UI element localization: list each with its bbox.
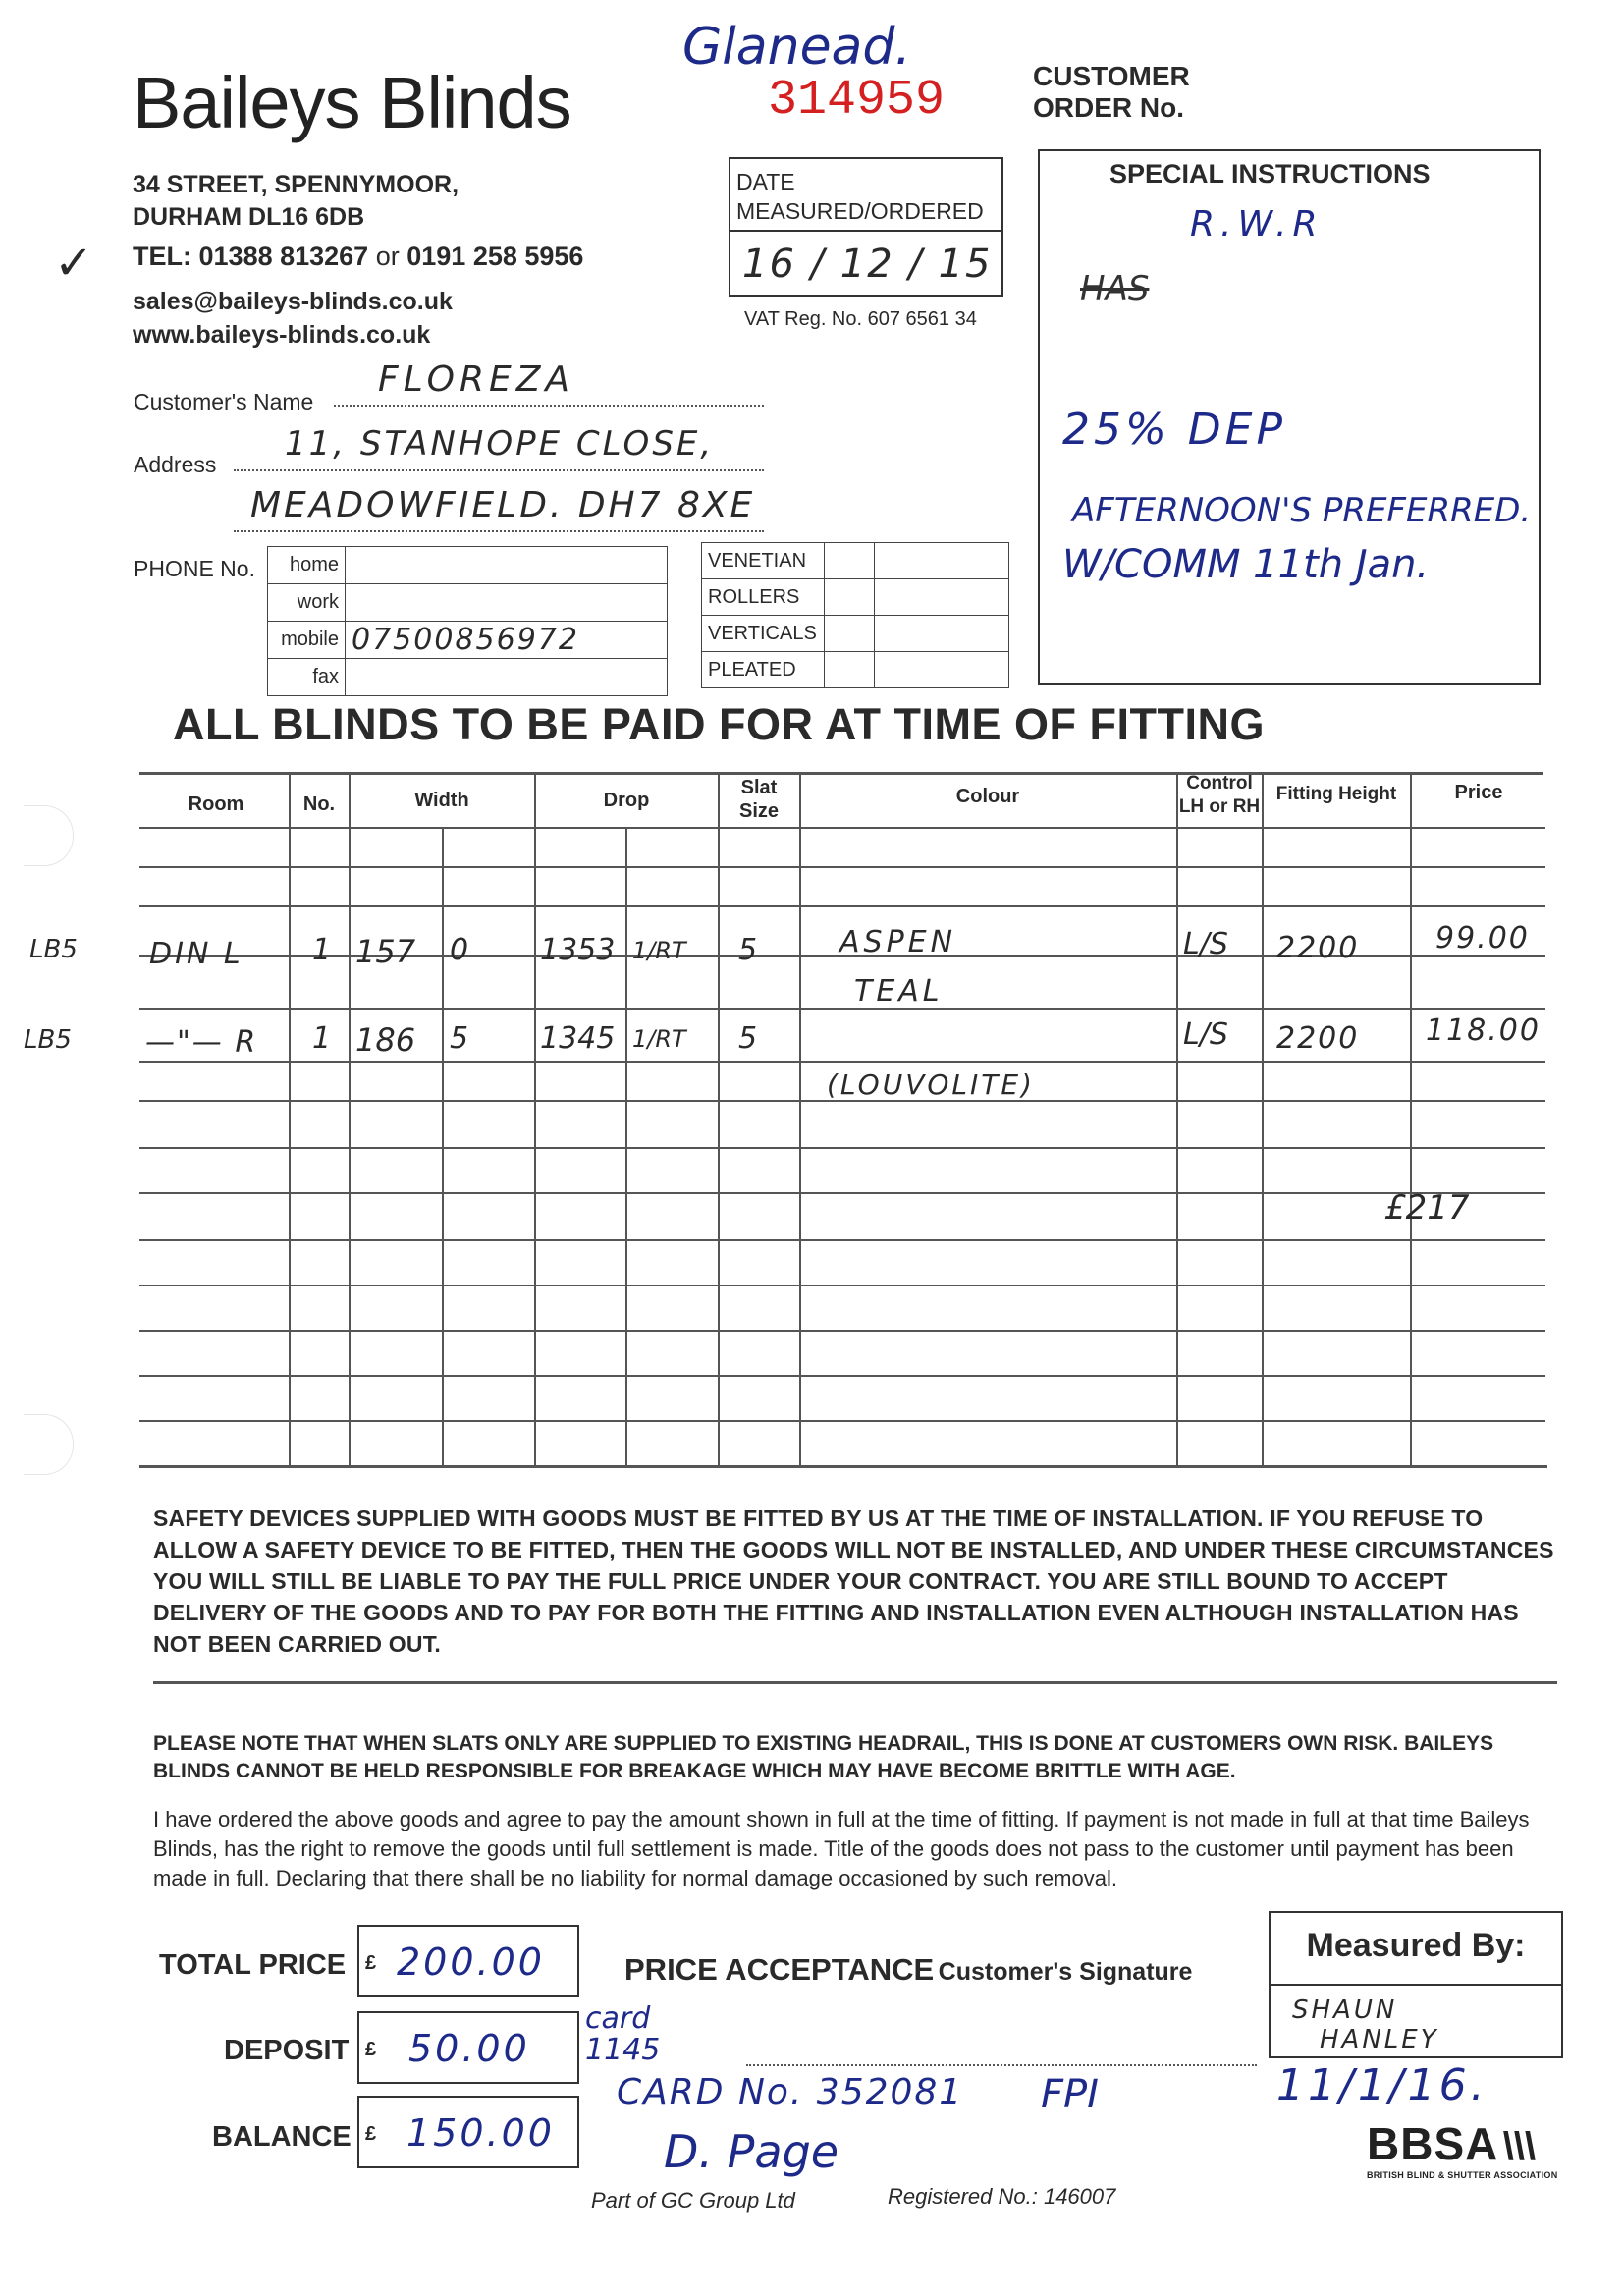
blind-type-pleated-label: PLEATED <box>702 652 825 688</box>
table-total-note: £217 <box>1384 1188 1470 1228</box>
blind-type-venetian-label: VENETIAN <box>702 543 825 579</box>
row-1-width-b[interactable]: 0 <box>450 933 469 967</box>
row-1-slat[interactable]: 5 <box>738 933 758 967</box>
address-line-1: 34 STREET, SPENNYMOOR, <box>133 171 460 198</box>
customer-name-label: Customer's Name <box>134 389 314 414</box>
measured-by-name[interactable] <box>1271 1986 1561 2054</box>
company-address <box>133 169 459 234</box>
total-currency: £ <box>365 1952 377 1974</box>
address-line-1-rule <box>234 469 764 471</box>
deposit-label: DEPOSIT <box>224 2035 350 2066</box>
hw-customer-signature: D. Page <box>664 2125 839 2178</box>
measured-by-name-2: HANLEY <box>1320 2025 1439 2054</box>
vat-number: VAT Reg. No. 607 6561 34 <box>744 308 977 330</box>
row-1-drop-a[interactable]: 1353 <box>540 933 616 967</box>
table-col-rule <box>289 772 291 1465</box>
legal-divider <box>153 1681 1557 1684</box>
balance-value[interactable]: 150.00 <box>406 2111 555 2155</box>
address-value-1[interactable]: 11, STANHOPE CLOSE, <box>285 424 715 464</box>
tel-1: 01388 813267 <box>198 242 369 271</box>
deposit-value[interactable]: 50.00 <box>408 2027 530 2070</box>
special-line-2[interactable]: 25% DEP <box>1062 405 1286 455</box>
price-acceptance-label <box>624 1952 1192 1988</box>
row-1-width-a[interactable]: 157 <box>355 933 416 970</box>
footer-registered: Registered No.: 146007 <box>888 2184 1116 2209</box>
row-1-margin-code: LB5 <box>29 935 78 964</box>
bbsa-logo-subtitle: BRITISH BLIND & SHUTTER ASSOCIATION <box>1367 2170 1558 2180</box>
bbsa-logo-slashes: \\\ <box>1502 2125 1537 2168</box>
customer-order-label-1: CUSTOMER <box>1033 61 1190 91</box>
row-3-price[interactable]: 118.00 <box>1426 1013 1541 1048</box>
row-3-width-b[interactable]: 5 <box>450 1021 469 1056</box>
company-website[interactable]: www.baileys-blinds.co.uk <box>133 321 431 349</box>
row-3-room[interactable]: —"— R <box>145 1025 258 1060</box>
tel-2: 0191 258 5956 <box>406 242 584 271</box>
tel-or: or <box>375 242 400 271</box>
row-3-slat[interactable]: 5 <box>738 1021 758 1056</box>
special-line-1[interactable]: R.W.R <box>1190 204 1324 245</box>
row-1-price[interactable]: 99.00 <box>1435 921 1530 956</box>
special-line-3[interactable]: AFTERNOON'S PREFERRED. <box>1072 491 1532 530</box>
table-col-rule <box>718 772 720 1465</box>
balance-currency: £ <box>365 2123 377 2145</box>
row-3-width-a[interactable]: 186 <box>355 1021 416 1059</box>
special-struck-text: HAS <box>1080 269 1150 308</box>
blind-type-rollers[interactable] <box>702 579 1009 616</box>
punch-hole <box>24 805 74 866</box>
date-label-1: DATE <box>736 169 795 194</box>
row-3-drop-b[interactable]: 1/RT <box>632 1025 686 1053</box>
col-header-no: No. <box>302 793 336 815</box>
company-email[interactable]: sales@baileys-blinds.co.uk <box>133 288 453 315</box>
phone-table <box>267 546 668 696</box>
customer-name-line <box>334 405 764 407</box>
slats-note-text: PLEASE NOTE THAT WHEN SLATS ONLY ARE SUPPLIED TO EXISTING HEADRAIL, THIS IS DONE AT CUSTOMERS OWN RISK. BAILEYS BLINDS CANNOT BE HELD RESPONSIBLE FOR BREAKAGE WHICH MAY HAVE BECOME BRITTLE WITH AGE. <box>153 1732 1494 1782</box>
phone-row-work <box>268 584 668 622</box>
table-col-rule <box>349 772 351 1465</box>
table-col-rule <box>1410 772 1412 1465</box>
col-header-price: Price <box>1454 782 1503 803</box>
blind-type-rollers-label: ROLLERS <box>702 579 825 616</box>
row-1-drop-b[interactable]: 1/RT <box>632 937 686 964</box>
phone-label: PHONE No. <box>134 556 255 581</box>
address-label: Address <box>134 452 217 477</box>
phone-work-label: work <box>268 584 346 622</box>
hw-card-number: CARD No. 352081 <box>617 2072 964 2112</box>
row-1-no[interactable]: 1 <box>312 933 332 967</box>
telephone-line <box>133 242 583 272</box>
blind-type-venetian[interactable] <box>702 543 1009 579</box>
company-name: Baileys Blinds <box>133 62 571 143</box>
row-1-room[interactable]: DIN L <box>149 937 243 971</box>
table-col-rule <box>534 772 536 1465</box>
special-instructions-title: SPECIAL INSTRUCTIONS <box>1109 159 1431 189</box>
tel-label: TEL: <box>133 242 191 271</box>
phone-row-home <box>268 547 668 584</box>
bbsa-logo-text: BBSA <box>1367 2118 1499 2169</box>
blind-type-pleated-check[interactable] <box>825 652 875 688</box>
balance-box[interactable] <box>357 2096 579 2168</box>
customer-signature-label: Customer's Signature <box>938 1958 1193 1986</box>
blind-types-table <box>701 542 1009 688</box>
row-3-no[interactable]: 1 <box>312 1021 332 1056</box>
blind-type-venetian-qty[interactable] <box>875 543 1009 579</box>
margin-check-mark: ✓ <box>54 236 94 291</box>
blind-type-pleated[interactable] <box>702 652 1009 688</box>
deposit-box[interactable] <box>357 2011 579 2084</box>
customer-name-value[interactable]: FLOREZA <box>378 359 575 400</box>
signature-line[interactable] <box>746 2064 1257 2066</box>
total-price-value[interactable]: 200.00 <box>397 1941 545 1984</box>
punch-hole <box>24 1414 74 1475</box>
row-2-colour[interactable]: TEAL <box>854 974 944 1009</box>
col-header-colour: Colour <box>955 786 1020 807</box>
hw-initials: FPI <box>1041 2072 1099 2117</box>
row-3-margin-code: LB5 <box>24 1025 72 1055</box>
phone-mobile-label: mobile <box>268 622 346 659</box>
table-bottom-border <box>139 1465 1547 1468</box>
address-line-2-rule <box>234 530 764 532</box>
safety-devices-text: SAFETY DEVICES SUPPLIED WITH GOODS MUST BE FITTED BY US AT THE TIME OF INSTALLATION. IF YOU REFUSE TO ALLOW A SAFETY DEVICE TO BE FITTED, THEN THE GOODS WILL NOT BE INSTALLED, AND UNDER THESE CIRCUMSTANCES YOU WILL STILL BE LIABLE TO PAY THE FULL PRICE UNDER YOUR CONTRACT. YOU ARE STILL BOUND TO ACCEPT DELIVERY OF THE GOODS AND TO PAY FOR BOTH THE FITTING AND INSTALLATION EVEN ALTHOUGH INSTALLATION HAS NOT BEEN CARRIED OUT. <box>153 1505 1554 1657</box>
blind-type-rollers-check[interactable] <box>825 579 875 616</box>
col-header-width: Width <box>414 790 469 811</box>
phone-home-label: home <box>268 547 346 584</box>
row-3-control[interactable]: L/S <box>1183 1017 1228 1052</box>
price-acceptance-bold: PRICE ACCEPTANCE <box>624 1952 935 1987</box>
blind-type-verticals[interactable] <box>702 616 1009 652</box>
blind-type-pleated-qty[interactable] <box>875 652 1009 688</box>
measured-by-date: 11/1/16. <box>1276 2060 1488 2110</box>
col-header-slat-size: Slat Size <box>738 777 780 822</box>
table-col-rule <box>625 827 627 1465</box>
blind-type-verticals-label: VERTICALS <box>702 616 825 652</box>
total-price-box[interactable] <box>357 1925 579 1997</box>
measured-by-box <box>1269 1911 1563 2058</box>
row-1-colour[interactable]: ASPEN <box>839 925 957 959</box>
table-col-rule <box>1262 772 1264 1465</box>
blind-type-verticals-check[interactable] <box>825 616 875 652</box>
date-value[interactable]: 16 / 12 / 15 <box>742 242 993 287</box>
row-4-colour[interactable]: (LOUVOLITE) <box>827 1068 1035 1101</box>
measured-by-title: Measured By: <box>1271 1913 1561 1986</box>
blind-type-rollers-qty[interactable] <box>875 579 1009 616</box>
handwritten-branch: Glanead. <box>682 18 911 77</box>
phone-fax-value[interactable] <box>346 659 668 696</box>
order-number: 314959 <box>768 73 946 129</box>
date-label-2: MEASURED/ORDERED <box>736 198 984 224</box>
date-box <box>729 157 1003 297</box>
balance-label: BALANCE <box>212 2121 352 2153</box>
customer-order-label <box>1033 61 1190 124</box>
address-value-2[interactable]: MEADOWFIELD. DH7 8XE <box>250 485 756 525</box>
blind-type-verticals-qty[interactable] <box>875 616 1009 652</box>
payment-banner: ALL BLINDS TO BE PAID FOR AT TIME OF FITTING <box>173 699 1265 749</box>
col-header-drop: Drop <box>603 790 650 811</box>
customer-order-label-2: ORDER No. <box>1033 92 1184 123</box>
deposit-currency: £ <box>365 2039 377 2060</box>
bbsa-logo <box>1367 2117 1558 2180</box>
blind-type-venetian-check[interactable] <box>825 543 875 579</box>
row-1-fitting-height[interactable]: 2200 <box>1276 931 1360 965</box>
phone-row-fax <box>268 659 668 696</box>
col-header-room: Room <box>188 793 244 815</box>
phone-work-value[interactable] <box>346 584 668 622</box>
phone-row-mobile <box>268 622 668 659</box>
col-header-fitting-height: Fitting Height <box>1275 784 1397 804</box>
agreement-text: I have ordered the above goods and agree to pay the amount shown in full at the time of fitting. If payment is not made in full at that time Baileys Blinds, has the right to remove the goods until full settlement is made. Title of the goods does not pass to the customer until payment has been made in full. Declaring that there shall be no liability for normal damage occasioned by such removal. <box>153 1807 1530 1890</box>
row-3-drop-a[interactable]: 1345 <box>540 1021 616 1056</box>
col-header-control: Control LH or RH <box>1178 773 1261 817</box>
special-line-4[interactable]: W/COMM 11th Jan. <box>1062 542 1430 587</box>
phone-fax-label: fax <box>268 659 346 696</box>
hw-card-note: card 1145 <box>585 2001 661 2067</box>
address-line-2: DURHAM DL16 6DB <box>133 203 365 231</box>
measured-by-name-1: SHAUN <box>1292 1995 1398 2025</box>
table-col-rule <box>799 772 801 1465</box>
phone-mobile-value[interactable]: 07500856972 <box>346 622 668 659</box>
total-price-label: TOTAL PRICE <box>159 1949 347 1981</box>
row-3-fitting-height[interactable]: 2200 <box>1276 1021 1360 1056</box>
row-1-control[interactable]: L/S <box>1183 927 1228 961</box>
table-col-rule <box>1176 772 1178 1465</box>
table-col-rule <box>442 827 444 1465</box>
footer-group: Part of GC Group Ltd <box>591 2188 795 2213</box>
phone-home-value[interactable] <box>346 547 668 584</box>
